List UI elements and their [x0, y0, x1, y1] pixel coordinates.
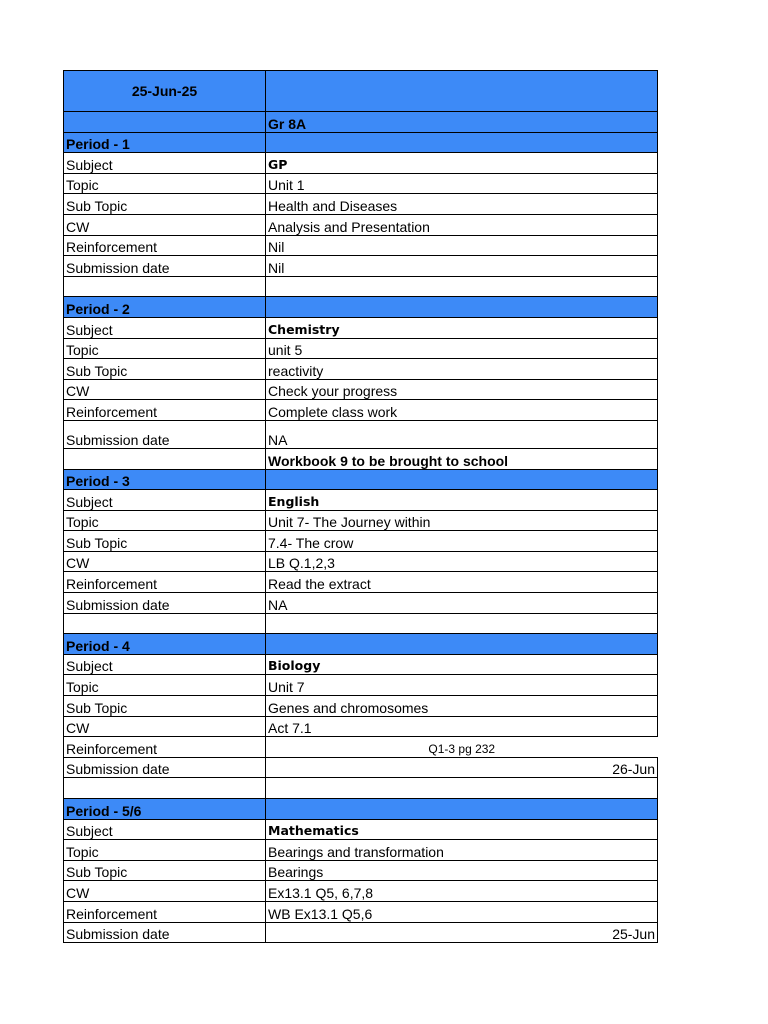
sub-topic-row: [64, 359, 658, 380]
row-label[interactable]: Sub Topic: [64, 531, 266, 552]
row-label[interactable]: Topic: [64, 675, 266, 696]
period-title[interactable]: Period - 4: [64, 634, 266, 655]
reinforcement-value[interactable]: WB Ex13.1 Q5,6: [266, 901, 658, 922]
reinforcement-value[interactable]: Read the extract: [266, 572, 658, 593]
row-label[interactable]: Reinforcement: [64, 400, 266, 421]
submission-date-value[interactable]: NA: [266, 420, 658, 448]
submission-date-value[interactable]: NA: [266, 593, 658, 614]
spacer-row: [64, 778, 658, 799]
timetable-sheet: [63, 70, 658, 943]
row-label[interactable]: Reinforcement: [64, 737, 266, 758]
reinforcement-row: [64, 737, 658, 758]
cw-value[interactable]: LB Q.1,2,3: [266, 551, 658, 572]
spacer-cell[interactable]: [266, 276, 658, 297]
row-label[interactable]: Submission date: [64, 256, 266, 277]
date-row: [64, 71, 658, 112]
subject-row: [64, 819, 658, 840]
submission-date-value[interactable]: Nil: [266, 256, 658, 277]
row-label[interactable]: Sub Topic: [64, 194, 266, 215]
note-value[interactable]: Workbook 9 to be brought to school: [266, 448, 658, 469]
topic-value[interactable]: Bearings and transformation: [266, 840, 658, 861]
cw-value[interactable]: Act 7.1: [266, 716, 658, 737]
submission-date-value[interactable]: 25-Jun: [266, 922, 658, 943]
period-header-empty-cell[interactable]: [266, 132, 658, 153]
spacer-cell[interactable]: [64, 613, 266, 634]
period-header-empty-cell[interactable]: [266, 799, 658, 820]
subject-value[interactable]: Chemistry: [266, 317, 658, 338]
period-header-row: [64, 799, 658, 820]
row-label[interactable]: Sub Topic: [64, 860, 266, 881]
submission-date-row: [64, 593, 658, 614]
row-label[interactable]: Topic: [64, 510, 266, 531]
subject-row: [64, 490, 658, 511]
spacer-cell[interactable]: [64, 778, 266, 799]
sub-topic-value[interactable]: Bearings: [266, 860, 658, 881]
topic-row: [64, 840, 658, 861]
row-label[interactable]: Reinforcement: [64, 572, 266, 593]
period-header-row: [64, 634, 658, 655]
grade-row: [64, 112, 658, 133]
period-header-empty-cell[interactable]: [266, 469, 658, 490]
topic-row: [64, 510, 658, 531]
submission-date-row: [64, 757, 658, 778]
period-title[interactable]: Period - 1: [64, 132, 266, 153]
spacer-cell[interactable]: [266, 778, 658, 799]
subject-value[interactable]: English: [266, 490, 658, 511]
period-title[interactable]: Period - 2: [64, 297, 266, 318]
period-title[interactable]: Period - 5/6: [64, 799, 266, 820]
cw-row: [64, 379, 658, 400]
topic-value[interactable]: Unit 7: [266, 675, 658, 696]
subject-value[interactable]: Mathematics: [266, 819, 658, 840]
grade-row-empty-cell[interactable]: [64, 112, 266, 133]
spacer-row: [64, 276, 658, 297]
row-label[interactable]: Reinforcement: [64, 235, 266, 256]
subject-value[interactable]: GP: [266, 153, 658, 174]
row-label[interactable]: CW: [64, 716, 266, 737]
cw-value[interactable]: Check your progress: [266, 379, 658, 400]
row-label[interactable]: CW: [64, 551, 266, 572]
sub-topic-value[interactable]: 7.4- The crow: [266, 531, 658, 552]
submission-date-row: [64, 922, 658, 943]
row-label[interactable]: CW: [64, 214, 266, 235]
period-header-row: [64, 132, 658, 153]
topic-value[interactable]: Unit 7- The Journey within: [266, 510, 658, 531]
row-label[interactable]: Submission date: [64, 420, 266, 448]
cw-row: [64, 214, 658, 235]
row-label[interactable]: Submission date: [64, 757, 266, 778]
topic-row: [64, 338, 658, 359]
submission-date-row: [64, 420, 658, 448]
sub-topic-row: [64, 860, 658, 881]
row-label[interactable]: Topic: [64, 840, 266, 861]
period-title[interactable]: Period - 3: [64, 469, 266, 490]
topic-value[interactable]: unit 5: [266, 338, 658, 359]
subject-value[interactable]: Biology: [266, 654, 658, 675]
sub-topic-row: [64, 696, 658, 717]
cw-value[interactable]: Analysis and Presentation: [266, 214, 658, 235]
row-label[interactable]: Sub Topic: [64, 696, 266, 717]
period-header-row: [64, 469, 658, 490]
row-label[interactable]: Reinforcement: [64, 901, 266, 922]
cw-row: [64, 716, 658, 737]
row-label[interactable]: Subject: [64, 654, 266, 675]
sub-topic-value[interactable]: reactivity: [266, 359, 658, 380]
topic-row: [64, 173, 658, 194]
note-row: [64, 448, 658, 469]
reinforcement-row: [64, 901, 658, 922]
sub-topic-row: [64, 194, 658, 215]
row-label[interactable]: Sub Topic: [64, 359, 266, 380]
subject-row: [64, 153, 658, 174]
row-label[interactable]: CW: [64, 379, 266, 400]
row-label[interactable]: Topic: [64, 173, 266, 194]
subject-row: [64, 317, 658, 338]
topic-row: [64, 675, 658, 696]
row-label[interactable]: Subject: [64, 317, 266, 338]
reinforcement-value[interactable]: Complete class work: [266, 400, 658, 421]
row-label[interactable]: Subject: [64, 153, 266, 174]
row-label[interactable]: Submission date: [64, 922, 266, 943]
sub-topic-row: [64, 531, 658, 552]
row-label[interactable]: CW: [64, 881, 266, 902]
row-label[interactable]: Subject: [64, 819, 266, 840]
grade-cell[interactable]: Gr 8A: [266, 112, 658, 133]
row-label[interactable]: Submission date: [64, 593, 266, 614]
reinforcement-row: [64, 400, 658, 421]
spacer-cell[interactable]: [266, 613, 658, 634]
period-header-row: [64, 297, 658, 318]
date-row-empty-cell[interactable]: [266, 71, 658, 112]
period-header-empty-cell[interactable]: [266, 634, 658, 655]
cw-value[interactable]: Ex13.1 Q5, 6,7,8: [266, 881, 658, 902]
spacer-cell[interactable]: [64, 276, 266, 297]
period-header-empty-cell[interactable]: [266, 297, 658, 318]
row-label[interactable]: Topic: [64, 338, 266, 359]
date-cell[interactable]: 25-Jun-25: [64, 71, 266, 112]
topic-value[interactable]: Unit 1: [266, 173, 658, 194]
row-label[interactable]: Subject: [64, 490, 266, 511]
note-empty-cell[interactable]: [64, 448, 266, 469]
reinforcement-row: [64, 572, 658, 593]
sub-topic-value[interactable]: Genes and chromosomes: [266, 696, 658, 717]
submission-date-value[interactable]: 26-Jun: [266, 757, 658, 778]
subject-row: [64, 654, 658, 675]
reinforcement-value[interactable]: Nil: [266, 235, 658, 256]
submission-date-row: [64, 256, 658, 277]
reinforcement-value[interactable]: Q1-3 pg 232: [266, 737, 658, 758]
reinforcement-row: [64, 235, 658, 256]
spacer-row: [64, 613, 658, 634]
cw-row: [64, 881, 658, 902]
cw-row: [64, 551, 658, 572]
sub-topic-value[interactable]: Health and Diseases: [266, 194, 658, 215]
